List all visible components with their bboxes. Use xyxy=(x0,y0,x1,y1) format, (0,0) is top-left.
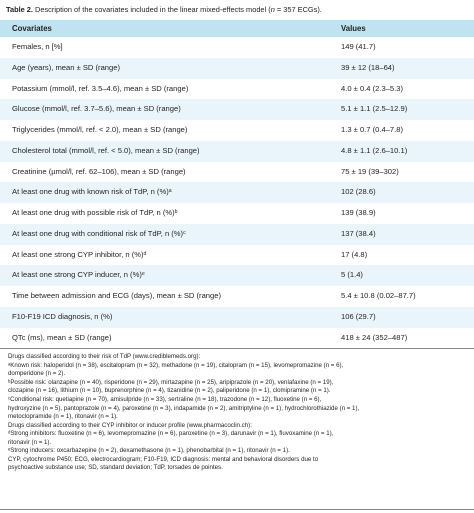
row-label: At least one strong CYP inhibitor, n (%)ᵈ xyxy=(12,249,147,259)
row-value: 5.4 ± 10.8 (0.02–87.7) xyxy=(341,291,416,300)
row-value: 418 ± 24 (352–487) xyxy=(341,332,408,342)
footnote-line: ᵃKnown risk: haloperidol (n = 38), escitalopram (n = 32), methadone (n = 19), citalopram (n = 15), levomepromazine (n = 6), xyxy=(8,361,344,369)
row-value: 149 (41.7) xyxy=(341,42,376,51)
row-value: 4.0 ± 0.4 (2.3–5.3) xyxy=(341,83,404,93)
table-row xyxy=(0,162,474,183)
footnote-line: ᵈStrong inhibitors: fluoxetine (n = 6), levomepromazine (n = 6), paroxetine (n = 3), darunavir (n = 1), fluvoxamine (n = 1), xyxy=(8,430,334,438)
row-value: 4.8 ± 1.1 (2.6–10.1) xyxy=(341,145,408,155)
row-label: At least one drug with possible risk of TdP, n (%)ᵇ xyxy=(12,208,178,217)
row-value: 75 ± 19 (39–302) xyxy=(341,166,399,176)
row-label: F10-F19 ICD diagnosis, n (%) xyxy=(12,311,113,321)
table-row xyxy=(0,182,474,203)
row-value: 106 (29.7) xyxy=(341,311,376,321)
table-row xyxy=(0,203,474,224)
row-value: 5.1 ± 1.1 (2.5–12.9) xyxy=(341,104,408,114)
footnote-line: psychoactive substance use; SD, standard deviation; TdP, torsades de pointes. xyxy=(8,464,223,472)
caption-text: Description of the covariates included in the linear mixed-effects model ( xyxy=(32,5,271,14)
row-label: Time between admission and ECG (days), mean ± SD (range) xyxy=(12,291,222,300)
row-label: At least one strong CYP inducer, n (%)ᵉ xyxy=(12,270,145,280)
row-label: Females, n [%] xyxy=(12,42,63,51)
row-value: 5 (1.4) xyxy=(341,270,363,280)
row-value: 102 (28.6) xyxy=(341,187,376,197)
footnote-line: ritonavir (n = 1). xyxy=(8,438,52,446)
row-label: QTc (ms), mean ± SD (range) xyxy=(12,332,112,342)
table-row xyxy=(0,120,474,141)
footnote-line: domperidone (n = 2). xyxy=(8,370,66,378)
row-value: 17 (4.8) xyxy=(341,249,368,259)
footnote-line: hydroxyzine (n = 5), pantoprazole (n = 4), paroxetine (n = 3), indapamide (n = 2), amitriptyline (n = 1), hydrochlorothiazide (n = 1), xyxy=(8,404,360,412)
header-covariates: Covariates xyxy=(12,24,52,33)
row-label: Age (years), mean ± SD (range) xyxy=(12,62,120,72)
footnote-line: ᶜConditional risk: quetiapine (n = 70), amisulpride (n = 33), sertraline (n = 18), trazodone (n = 12), fluoxetine (n = 6), xyxy=(8,395,322,403)
caption-label: Table 2. xyxy=(6,5,33,14)
footnote-line: Drugs classified according to their CYP inhibitor or inducer profile (www.pharmacoclin.ch): xyxy=(8,421,252,429)
row-label: At least one drug with known risk of TdP, n (%)ᵃ xyxy=(12,187,172,197)
row-label: Glucose (mmol/l, ref. 3.7–5.6), mean ± SD (range) xyxy=(12,104,181,114)
footnote-line: ᵉStrong inducers: oxcarbazepine (n = 2), dexamethasone (n = 1), phenobarbital (n = 1), ritonavir (n = 1). xyxy=(8,447,290,455)
table-row xyxy=(0,58,474,79)
table-row xyxy=(0,328,474,349)
table-header xyxy=(0,20,474,37)
footnote-line: CYP, cytochrome P450; ECG, electrocardiogram; F10-F19, ICD diagnosis: mental and behavioral disorders due to xyxy=(8,455,319,463)
table-row xyxy=(0,224,474,245)
table-row xyxy=(0,99,474,120)
table-caption xyxy=(0,0,474,20)
footnote-line: ᵇPossible risk: olanzapine (n = 40), risperidone (n = 29), mirtazapine (n = 25), aripiprazole (n = 20), venlafaxine (n = 19), xyxy=(8,378,334,386)
row-label: Creatinine (µmol/l, ref. 62–106), mean ± SD (range) xyxy=(12,166,186,176)
row-label: Triglycerides (mmol/l, ref. < 2.0), mean ± SD (range) xyxy=(12,125,188,134)
bottom-rule xyxy=(0,509,474,510)
row-value: 137 (38.4) xyxy=(341,228,376,238)
row-label: Cholesterol total (mmol/l, ref. < 5.0), mean ± SD (range) xyxy=(12,145,200,155)
caption-n-rest: = 357 ECGs). xyxy=(274,5,322,14)
table-body xyxy=(0,37,474,348)
footnote-line: clozapine (n = 16), lithium (n = 10), buprenorphine (n = 4), tizanidine (n = 2), paliperidone (n = 1), clomipramine (n = 1). xyxy=(8,387,331,395)
table-footnotes xyxy=(0,348,474,473)
footnote-line: Drugs classified according to their risk of TdP (www.crediblemeds.org): xyxy=(8,353,201,361)
table-row xyxy=(0,79,474,100)
table-row xyxy=(0,245,474,266)
table-row xyxy=(0,141,474,162)
header-values: Values xyxy=(341,24,366,33)
row-label: Potassium (mmol/l, ref. 3.5–4.6), mean ± SD (range) xyxy=(12,83,189,93)
footnote-line: metoclopramide (n = 1), ritonavir (n = 1). xyxy=(8,413,118,421)
row-label: At least one drug with conditional risk of TdP, n (%)ᶜ xyxy=(12,228,186,238)
row-value: 139 (38.9) xyxy=(341,208,376,217)
table-row xyxy=(0,37,474,58)
table-row xyxy=(0,286,474,307)
row-value: 39 ± 12 (18–64) xyxy=(341,62,395,72)
caption-n: n xyxy=(270,5,275,14)
table-row xyxy=(0,307,474,328)
table-row xyxy=(0,265,474,286)
row-value: 1.3 ± 0.7 (0.4–7.8) xyxy=(341,125,404,134)
